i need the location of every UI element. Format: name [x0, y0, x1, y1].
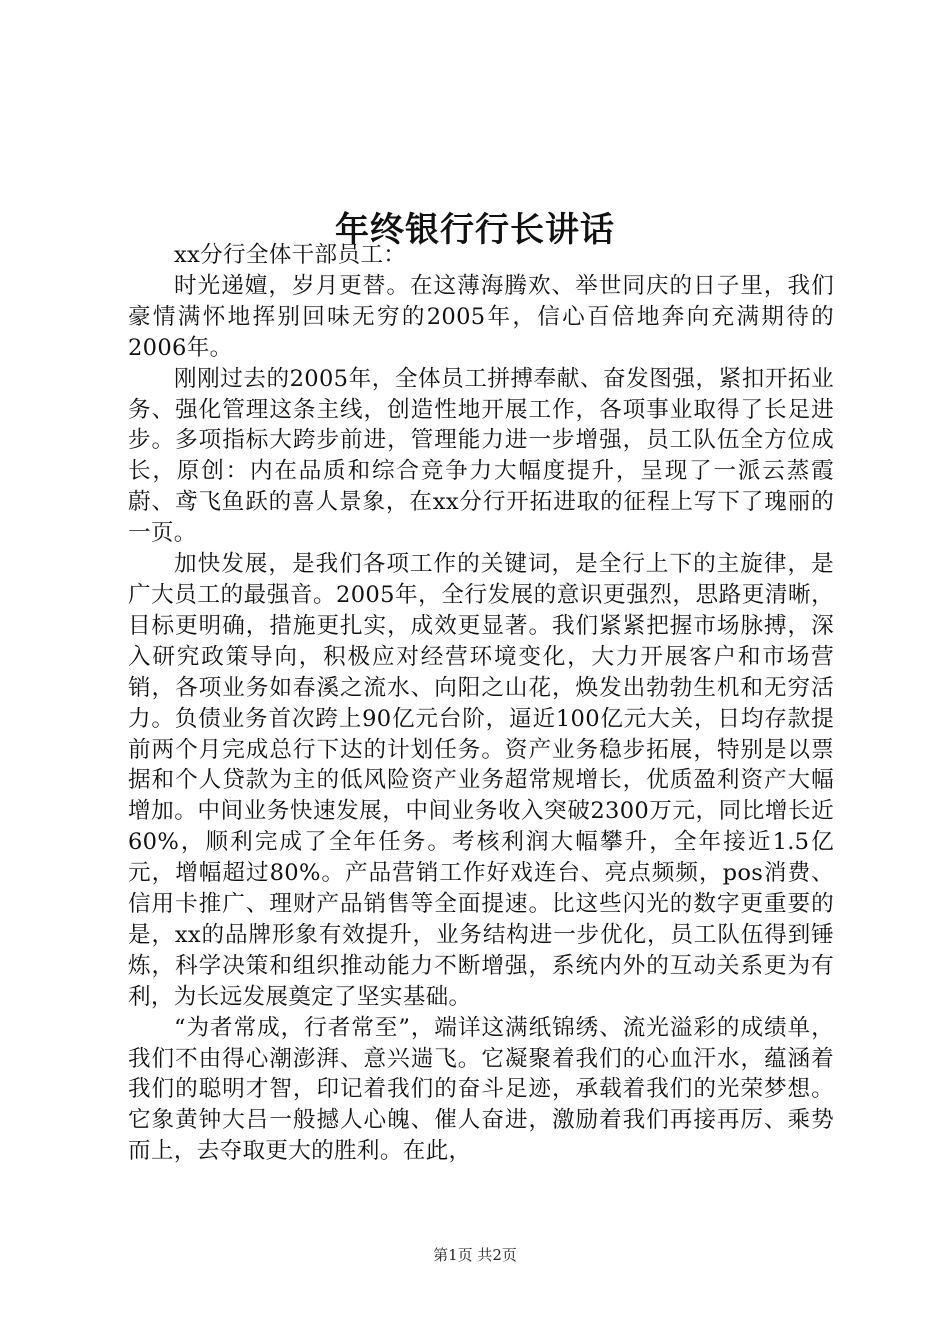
paragraph-2: 刚刚过去的2005年，全体员工拼搏奉献、奋发图强，紧扣开拓业务、强化管理这条主线，创造性地开展工作，各项事业取得了长足进步。多项指标大跨步前进，管理能力进一步增强，员工队伍全方位成长，原创：内在品质和综合竞争力大幅度提升，呈现了一派云蒸霞蔚、鸢飞鱼跃的喜人景象，在xx分行开拓进取的征程上写下了瑰丽的一页。: [128, 365, 834, 547]
paragraph-1: 时光递嬗，岁月更替。在这薄海腾欢、举世同庆的日子里，我们豪情满怀地挥别回味无穷的2005年，信心百倍地奔向充满期待的2006年。: [128, 272, 834, 361]
document-title: 年终银行行长讲话: [335, 209, 615, 250]
document-body: [128, 240, 834, 1167]
salutation: xx分行全体干部员工：: [174, 242, 407, 268]
paragraph-4: “为者常成，行者常至”，端详这满纸锦绣、流光溢彩的成绩单，我们不由得心潮澎湃、意兴遄飞。它凝聚着我们的心血汗水，蕴涵着我们的聪明才智，印记着我们的奋斗足迹，承载着我们的光荣梦想。它象黄钟大吕一般撼人心魄、催人奋进，激励着我们再接再厉、乘势而上，去夺取更大的胜利。在此，: [128, 1014, 834, 1165]
paragraph-3: 加快发展，是我们各项工作的关键词，是全行上下的主旋律，是广大员工的最强音。2005年，全行发展的意识更强烈，思路更清晰，目标更明确，措施更扎实，成效更显著。我们紧紧把握市场脉搏，深入研究政策导向，积极应对经营环境变化，大力开展客户和市场营销，各项业务如春溪之流水、向阳之山花，焕发出勃勃生机和无穷活力。负债业务首次跨上90亿元台阶，逼近100亿元大关，日均存款提前两个月完成总行下达的计划任务。资产业务稳步拓展，特别是以票据和个人贷款为主的低风险资产业务超常规增长，优质盈利资产大幅增加。中间业务快速发展，中间业务收入突破2300万元，同比增长近60%，顺利完成了全年任务。考核利润大幅攀升，全年接近1.5亿元，增幅超过80%。产品营销工作好戏连台、亮点频频，pos消费、信用卡推广、理财产品销售等全面提速。比这些闪光的数字更重要的是，xx的品牌形象有效提升，业务结构进一步优化，员工队伍得到锤炼，科学决策和组织推动能力不断增强，系统内外的互动关系更为有利，为长远发展奠定了坚实基础。: [128, 551, 834, 1010]
page-footer: 第1页 共2页: [433, 1246, 517, 1264]
